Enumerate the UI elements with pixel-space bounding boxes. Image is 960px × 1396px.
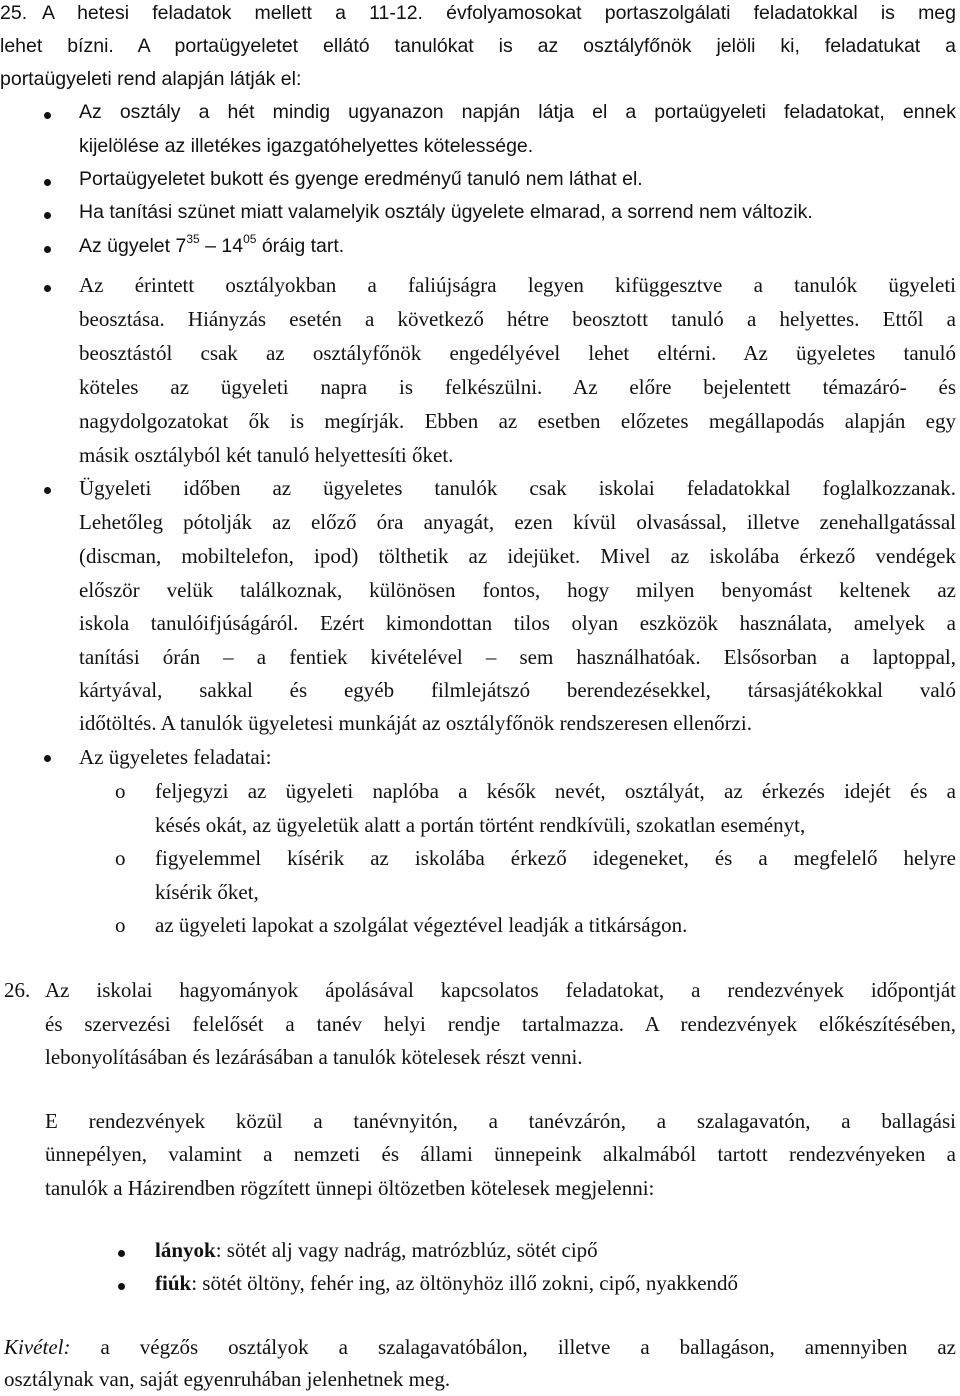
intro-text-1: A hetesi feladatok mellett a 11-12. évfolyamosokat portaszolgálati feladatokkal is meg xyxy=(42,2,956,24)
intro-text-2: lehet bízni. A portaügyeletet ellátó tanulókat is az osztályfőnök jelöli ki, feladatukat a xyxy=(0,35,956,57)
bullet-6-line-4 xyxy=(0,573,960,607)
bullet-6-line-7 xyxy=(0,673,960,707)
para1-text-3: lebonyolításában és lezárásában a tanulók kötelesek részt venni. xyxy=(45,1045,583,1069)
bullet-6-text-4: először velük találkoznak, különösen fontos, hogy milyen benyomást keltenek az xyxy=(79,578,956,602)
bullet-4-line xyxy=(0,229,960,263)
bullet-6-line-3 xyxy=(0,539,960,573)
bullet-6-text-6: tanítási órán – a fentiek kivételével – sem használhatóak. Elsősorban a laptoppal, xyxy=(79,645,956,669)
bullet-1-text-1: Az osztály a hét mindig ugyanazon napján látja el a portaügyeleti feladatokat, ennek xyxy=(79,101,956,123)
bullet-4-text xyxy=(79,229,344,263)
item-25-line-1 xyxy=(0,0,960,30)
bullet-5-text-2: beosztása. Hiányzás esetén a következő hétre beosztott tanuló a helyettes. Ettől a xyxy=(79,307,956,331)
bullet-5-line-3 xyxy=(0,336,960,370)
time-end-minute: 05 xyxy=(243,231,257,246)
bullet-5-text-6: másik osztályból két tanuló helyettesíti őket. xyxy=(79,443,454,467)
item-25-line-3 xyxy=(0,62,960,96)
para2-line-2 xyxy=(0,1137,960,1171)
item-25-line-2 xyxy=(0,29,960,63)
dress-boys xyxy=(155,1266,738,1300)
para1-text-2: és szervezési felelősét a tanév helyi rendje tartalmazza. A rendezvények előkészítésében, xyxy=(45,1012,956,1036)
dress-girls xyxy=(155,1233,598,1267)
bullet-7-line xyxy=(0,740,960,774)
item-26-line-2 xyxy=(0,1007,960,1041)
bullet-3-text: Ha tanítási szünet miatt valamelyik osztály ügyelete elmarad, a sorrend nem változik. xyxy=(79,201,813,223)
bullet-3-line xyxy=(0,195,960,229)
bullet-5-line-2 xyxy=(0,302,960,336)
para2-text-2: ünnepélyen, valamint a nemzeti és állami ünnepeink alkalmából tartott rendezvényeken a xyxy=(45,1142,956,1166)
bullet-5-text-1: Az érintett osztályokban a faliújságra legyen kifüggesztve a tanulók ügyeleti xyxy=(79,273,956,297)
bullet-2-line xyxy=(0,162,960,196)
bullet-5-line-4 xyxy=(0,370,960,404)
bullet-6-line-8 xyxy=(0,706,960,740)
item-26-line-3 xyxy=(0,1040,960,1074)
dress-girls-line xyxy=(0,1233,960,1267)
bullet-6-line-6 xyxy=(0,640,960,674)
subitem-marker: o xyxy=(115,779,126,803)
time-start-minute: 35 xyxy=(186,231,200,246)
para2-text-1: E rendezvények közül a tanévnyitón, a tanévzárón, a szalagavatón, a ballagási xyxy=(45,1109,956,1133)
exception-text-1 xyxy=(4,1330,956,1364)
subitem-1-line-2 xyxy=(0,808,960,842)
bullet-1-text-2: kijelölése az illetékes igazgatóhelyettes kötelessége. xyxy=(79,135,534,157)
bullet-5-line-5 xyxy=(0,404,960,438)
para2-line-3 xyxy=(0,1171,960,1205)
exception-label: Kivétel: xyxy=(4,1335,71,1359)
time-end-hour: – 14 xyxy=(199,235,244,257)
bullet-6-line-1 xyxy=(0,471,960,505)
dress-girls-text: : sötét alj vagy nadrág, matrózblúz, sötét cipő xyxy=(215,1238,598,1262)
subitem-2-line-2 xyxy=(0,875,960,909)
bullet-5-text-3: beosztástól csak az osztályfőnök engedélyével lehet eltérni. Az ügyeletes tanuló xyxy=(79,341,956,365)
intro-text-3: portaügyeleti rend alapján látják el: xyxy=(0,68,302,90)
bullet-1-line-1 xyxy=(0,95,960,129)
item-number-26: 26. xyxy=(4,978,31,1002)
subitem-1-line-1 xyxy=(0,774,960,808)
bullet-6-line-5 xyxy=(0,606,960,640)
time-suffix: óráig tart. xyxy=(256,235,345,257)
bullet-5-line-6 xyxy=(0,438,960,472)
subitem-2-text-2: kísérik őket, xyxy=(155,880,259,904)
bullet-6-text-2: Lehetőleg pótolják az előző óra anyagát, ezen kívül olvasással, illetve zenehallgatással xyxy=(79,510,956,534)
para2-line-1 xyxy=(0,1104,960,1138)
bullet-1-line-2 xyxy=(0,129,960,163)
bullet-7-text: Az ügyeletes feladatai: xyxy=(79,745,272,769)
bullet-6-text-5: iskola tanulóifjúságáról. Ezért kimondottan tilos olyan eszközök használata, amelyek a xyxy=(79,611,956,635)
bullet-5-text-4: köteles az ügyeleti napra is felkészülni. Az előre bejelentett témazáró- és xyxy=(79,375,956,399)
exception-line-2 xyxy=(0,1362,960,1396)
subitem-marker: o xyxy=(115,913,126,937)
item-number-25: 25. xyxy=(0,2,28,24)
bullet-5-text-5: nagydolgozatokat ők is megírják. Ebben az esetben előzetes megállapodás alapján egy xyxy=(79,409,956,433)
dress-boys-line xyxy=(0,1266,960,1300)
subitem-1-text-1: feljegyzi az ügyeleti naplóba a késők nevét, osztályát, az érkezés idejét és a xyxy=(155,779,956,803)
time-start-hour: Az ügyelet 7 xyxy=(79,235,187,257)
exception-text-2: osztálynak van, saját egyenruhában jelenhetnek meg. xyxy=(4,1367,451,1391)
para2-text-3: tanulók a Házirendben rögzített ünnepi öltözetben kötelesek megjelenni: xyxy=(45,1176,655,1200)
bullet-6-line-2 xyxy=(0,505,960,539)
subitem-3-line xyxy=(0,908,960,942)
exception-line-1 xyxy=(0,1330,960,1364)
bullet-6-text-7: kártyával, sakkal és egyéb filmlejátszó berendezésekkel, társasjátékokkal való xyxy=(79,678,956,702)
dress-girls-label: lányok xyxy=(155,1238,216,1262)
bullet-5-line-1 xyxy=(0,268,960,302)
exception-line1-text: a végzős osztályok a szalagavatóbálon, illetve a ballagáson, amennyiben az xyxy=(70,1335,956,1359)
dress-boys-text: : sötét öltöny, fehér ing, az öltönyhöz illő zokni, cipő, nyakkendő xyxy=(191,1271,739,1295)
bullet-6-text-3: (discman, mobiltelefon, ipod) tölthetik az idejüket. Mivel az iskolába érkező vendégek xyxy=(79,544,956,568)
dress-boys-label: fiúk xyxy=(155,1271,192,1295)
subitem-marker: o xyxy=(115,846,126,870)
item-26-line-1 xyxy=(0,973,960,1007)
subitem-3-text: az ügyeleti lapokat a szolgálat végeztével leadják a titkárságon. xyxy=(155,913,688,937)
bullet-6-text-8: időtöltés. A tanulók ügyeletesi munkáját az osztályfőnök rendszeresen ellenőrzi. xyxy=(79,711,752,735)
para1-text-1: Az iskolai hagyományok ápolásával kapcsolatos feladatokat, a rendezvények időpontját xyxy=(45,978,956,1002)
subitem-2-text-1: figyelemmel kísérik az iskolába érkező idegeneket, és a megfelelő helyre xyxy=(155,846,956,870)
subitem-1-text-2: késés okát, az ügyeletük alatt a portán történt rendkívüli, szokatlan eseményt, xyxy=(155,813,806,837)
subitem-2-line-1 xyxy=(0,841,960,875)
bullet-2-text: Portaügyeletet bukott és gyenge eredményű tanuló nem láthat el. xyxy=(79,168,643,190)
bullet-6-text-1: Ügyeleti időben az ügyeletes tanulók csak iskolai feladatokkal foglalkozzanak. xyxy=(79,476,956,500)
